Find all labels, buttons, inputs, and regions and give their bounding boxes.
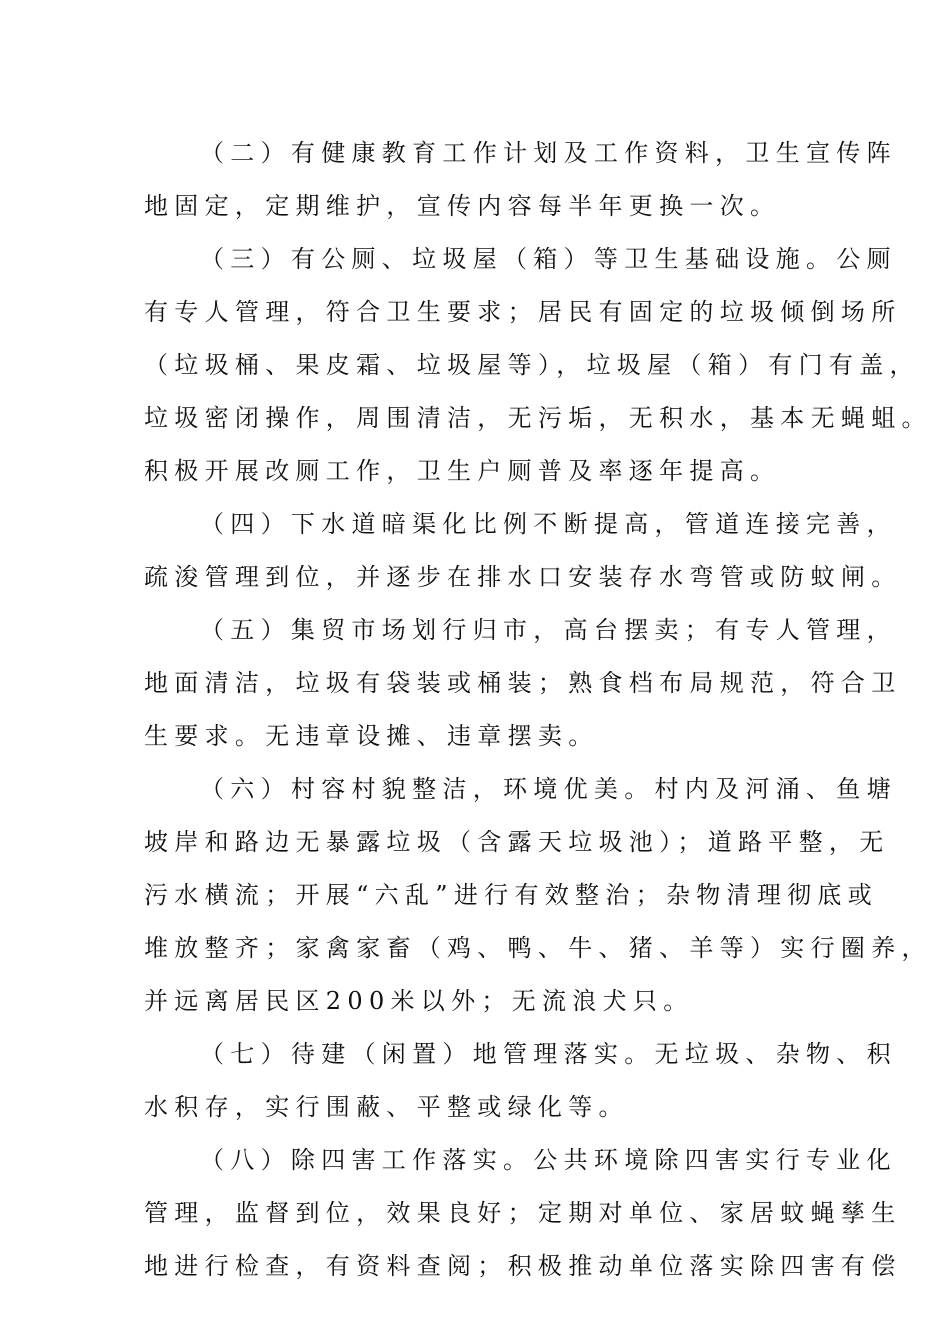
paragraph-6-line-3: 污水横流；开展“六乱”进行有效整治；杂物清理彻底或 — [144, 881, 879, 909]
paragraph-3-line-2: 有专人管理，符合卫生要求；居民有固定的垃圾倾倒场所 — [144, 298, 902, 326]
paragraph-3-line-1: （三）有公厕、垃圾屋（箱）等卫生基础设施。公厕 — [200, 245, 897, 273]
paragraph-6-line-1: （六）村容村貌整洁，环境优美。村内及河涌、鱼塘 — [200, 775, 897, 803]
paragraph-7-line-1: （七）待建（闲置）地管理落实。无垃圾、杂物、积 — [200, 1040, 897, 1068]
paragraph-3-line-3: （垃圾桶、果皮霜、垃圾屋等），垃圾屋（箱）有门有盖， — [144, 351, 920, 379]
paragraph-4-line-1: （四）下水道暗渠化比例不断提高，管道连接完善， — [200, 510, 897, 538]
paragraph-3-line-5: 积极开展改厕工作，卫生户厕普及率逐年提高。 — [144, 457, 781, 485]
paragraph-8-line-2: 管理，监督到位，效果良好；定期对单位、家居蚊蝇孳生 — [144, 1199, 902, 1227]
paragraph-2-line-2: 地固定，定期维护，宣传内容每半年更换一次。 — [144, 192, 781, 220]
paragraph-2-line-1: （二）有健康教育工作计划及工作资料，卫生宣传阵 — [200, 139, 897, 167]
paragraph-6-line-2: 坡岸和路边无暴露垃圾（含露天垃圾池）；道路平整，无 — [144, 828, 890, 856]
paragraph-8-line-3: 地进行检查，有资料查阅；积极推动单位落实除四害有偿 — [144, 1252, 902, 1280]
paragraph-5-line-2: 地面清洁，垃圾有袋装或桶装；熟食档布局规范，符合卫 — [144, 669, 902, 697]
paragraph-8-line-1: （八）除四害工作落实。公共环境除四害实行专业化 — [200, 1146, 897, 1174]
paragraph-3-line-4: 垃圾密闭操作，周围清洁，无污垢，无积水，基本无蝇蛆。 — [144, 404, 932, 432]
paragraph-4-line-2: 疏浚管理到位，并逐步在排水口安装存水弯管或防蚊闸。 — [144, 563, 902, 591]
paragraph-6-line-4: 堆放整齐；家禽家畜（鸡、鸭、牛、猪、羊等）实行圈养， — [144, 934, 932, 962]
paragraph-5-line-1: （五）集贸市场划行归市，高台摆卖；有专人管理， — [200, 616, 897, 644]
paragraph-6-line-5: 并远离居民区200米以外；无流浪犬只。 — [144, 987, 694, 1015]
paragraph-5-line-3: 生要求。无违章设摊、违章摆卖。 — [144, 722, 599, 750]
paragraph-7-line-2: 水积存，实行围蔽、平整或绿化等。 — [144, 1093, 629, 1121]
document-body — [144, 127, 932, 1293]
